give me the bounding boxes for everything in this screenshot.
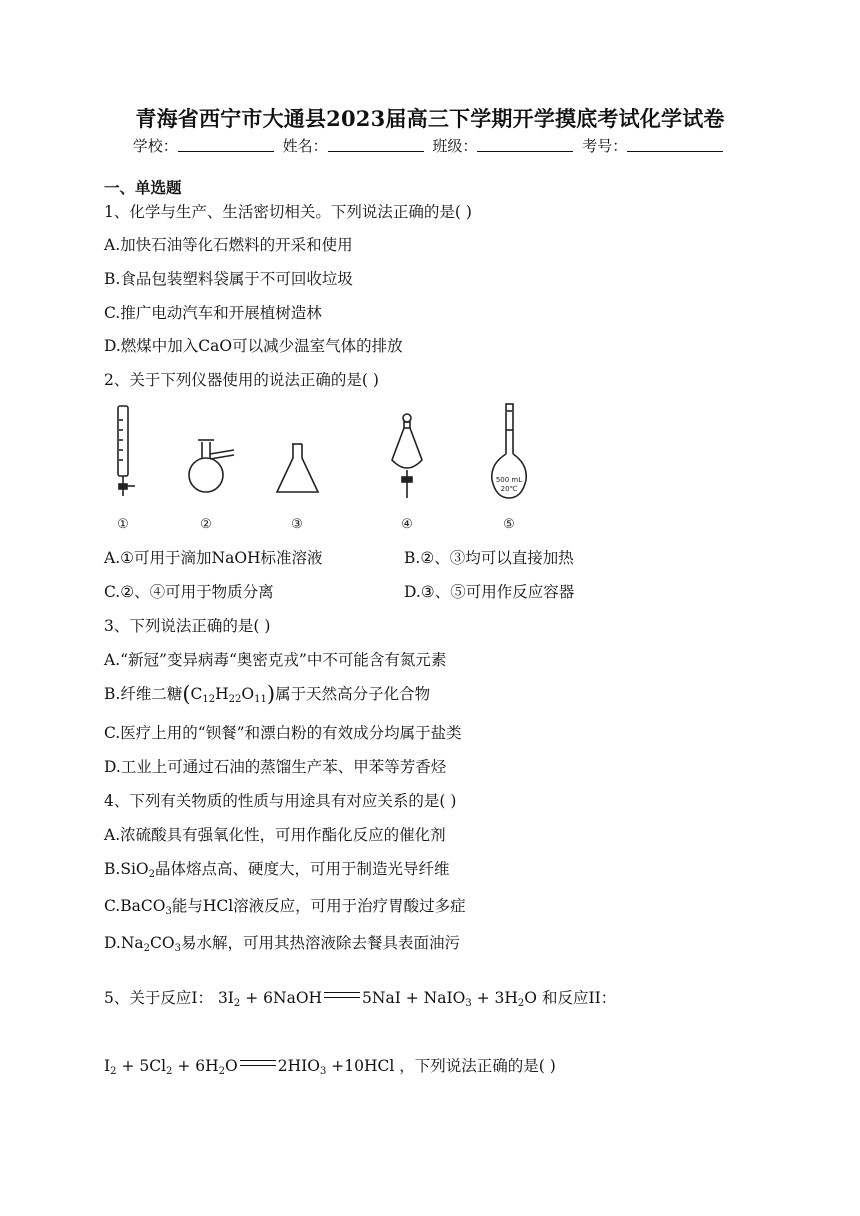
q4-option-b-suffix: 晶体熔点高、硬度大，可用于制造光导纤维 bbox=[155, 860, 450, 878]
r2-right-sub: 3 bbox=[319, 1066, 327, 1077]
q2-option-d: D.③、⑤可用作反应容器 bbox=[404, 583, 575, 601]
q4-option-d-formula-a: Na bbox=[120, 934, 144, 952]
formula-h: H bbox=[215, 685, 229, 703]
q1-option-d: D.燃煤中加入CaO可以减少温室气体的排放 bbox=[104, 337, 403, 355]
class-label: 班级： bbox=[432, 137, 478, 155]
distillation-flask-icon bbox=[189, 440, 234, 492]
q4-option-c-suffix: 能与HCl溶液反应，可用于治疗胃酸过多症 bbox=[171, 897, 466, 915]
q4-option-b-sub: 2 bbox=[148, 869, 155, 880]
q4-option-d-sub-a: 2 bbox=[143, 943, 150, 954]
r2-right-a: 2HIO bbox=[277, 1057, 320, 1075]
formula-c: C bbox=[190, 685, 203, 703]
conical-flask-icon bbox=[277, 444, 318, 492]
q3-option-b-suffix: 属于天然高分子化合物 bbox=[275, 685, 431, 703]
student-info-row bbox=[0, 135, 860, 156]
r1-right-c: O bbox=[524, 989, 538, 1007]
r2-sub-c: 2 bbox=[218, 1066, 226, 1077]
lab-apparatus-figure bbox=[104, 400, 534, 535]
q4-option-d-suffix: 易水解，可用其热溶液除去餐具表面油污 bbox=[180, 934, 460, 952]
school-blank[interactable] bbox=[178, 137, 274, 152]
q4-option-c bbox=[104, 894, 466, 916]
r2-sub-a: 2 bbox=[110, 1066, 117, 1077]
r2-a: I bbox=[104, 1057, 111, 1075]
q4-option-a: A.浓硫酸具有强氧化性，可用作酯化反应的催化剂 bbox=[104, 826, 446, 844]
q3-stem: 3、下列说法正确的是( ) bbox=[104, 617, 271, 635]
q2-option-b: B.②、③均可以直接加热 bbox=[404, 549, 574, 567]
r1-right-sub2: 2 bbox=[517, 998, 525, 1009]
r1-right-sub: 3 bbox=[465, 998, 472, 1009]
figure-label-4: ④ bbox=[401, 517, 413, 532]
figure-label-5: ⑤ bbox=[503, 517, 515, 532]
q3-option-d: D.工业上可通过石油的蒸馏生产苯、甲苯等芳香烃 bbox=[104, 758, 447, 776]
q4-option-b-formula: SiO bbox=[120, 860, 149, 878]
r1-right-a: 5NaI + NaIO bbox=[362, 989, 466, 1007]
q1-stem: 1、化学与生产、生活密切相关。下列说法正确的是( ) bbox=[104, 203, 472, 221]
name-label: 姓名： bbox=[282, 137, 328, 155]
formula-o: O bbox=[241, 685, 255, 703]
r2-d: O bbox=[225, 1057, 238, 1075]
q2-option-c: C.②、④可用于物质分离 bbox=[104, 583, 274, 601]
r2-sub-b: 2 bbox=[166, 1066, 173, 1077]
figure-label-1: ① bbox=[117, 517, 129, 532]
equals-sign bbox=[324, 991, 360, 1001]
figure-label-2: ② bbox=[200, 517, 212, 532]
r1-right-b: + 3H bbox=[476, 989, 518, 1007]
q4-option-c-formula: BaCO bbox=[120, 897, 166, 915]
q1-option-b: B.食品包装塑料袋属于不可回收垃圾 bbox=[104, 270, 353, 288]
q3-option-b: B.纤维二糖$(C_{12}H_{22}O_{11})$属于天然高分子化合物 bbox=[104, 682, 431, 706]
q4-option-c-sub: 3 bbox=[165, 906, 172, 917]
q4-option-b-prefix: B. bbox=[104, 860, 121, 878]
r2-b: + 5Cl bbox=[121, 1057, 167, 1075]
section-heading: 一、单选题 bbox=[104, 178, 182, 197]
page-title: 青海省西宁市大通县2023届高三下学期开学摸底考试化学试卷 bbox=[135, 106, 725, 131]
school-label: 学校： bbox=[132, 137, 178, 155]
q5-stem-line1 bbox=[104, 986, 616, 1008]
q3-option-c: C.医疗上用的“钡餐”和漂白粉的有效成分均属于盐类 bbox=[104, 724, 462, 742]
flask-temp-label: 20℃ bbox=[500, 485, 518, 493]
burette-icon bbox=[118, 406, 135, 496]
q4-option-d-sub-b: 3 bbox=[174, 943, 181, 954]
q4-stem: 4、下列有关物质的性质与用途具有对应关系的是( ) bbox=[104, 792, 457, 810]
q1-option-c: C.推广电动汽车和开展植树造林 bbox=[104, 304, 322, 322]
volumetric-flask-icon bbox=[492, 404, 526, 498]
formula-o-sub: 11 bbox=[254, 694, 267, 705]
q4-option-d-prefix: D. bbox=[104, 934, 121, 952]
equals-sign-2 bbox=[240, 1059, 276, 1069]
q3-option-a: A.“新冠”变异病毒“奥密克戎”中不可能含有氮元素 bbox=[104, 651, 447, 669]
class-blank[interactable] bbox=[477, 137, 573, 152]
q5-stem-suffix: ，下列说法正确的是( ) bbox=[399, 1057, 556, 1075]
r2-c: + 6H bbox=[177, 1057, 219, 1075]
q1-option-a: A.加快石油等化石燃料的开采和使用 bbox=[104, 236, 353, 254]
name-blank[interactable] bbox=[328, 137, 424, 152]
exam-number-label: 考号： bbox=[582, 137, 628, 155]
q4-option-d-formula-b: CO bbox=[150, 934, 175, 952]
q3-option-b-prefix: B.纤维二糖 bbox=[104, 685, 183, 703]
q5-stem-mid: 和反应II： bbox=[541, 989, 617, 1007]
q2-option-a: A.①可用于滴加NaOH标准溶液 bbox=[104, 549, 323, 567]
q5-stem-prefix: 5、关于反应I： bbox=[104, 989, 213, 1007]
exam-number-blank[interactable] bbox=[627, 137, 723, 152]
q4-option-d bbox=[104, 931, 460, 953]
figure-label-3: ③ bbox=[291, 517, 303, 532]
reaction-1 bbox=[218, 989, 542, 1007]
q4-option-b bbox=[104, 857, 450, 879]
q5-stem-line2 bbox=[104, 1054, 556, 1076]
q2-stem: 2、关于下列仪器使用的说法正确的是( ) bbox=[104, 371, 379, 389]
separatory-funnel-icon bbox=[392, 414, 422, 498]
r1-left: 3I bbox=[217, 989, 234, 1007]
r1-mid: + 6NaOH bbox=[245, 989, 323, 1007]
reaction-2 bbox=[104, 1057, 399, 1075]
formula-c-sub: 12 bbox=[202, 694, 216, 705]
r1-left-sub: 2 bbox=[233, 998, 241, 1009]
flask-volume-label: 500 mL bbox=[495, 476, 523, 484]
q4-option-c-prefix: C. bbox=[104, 897, 121, 915]
formula-h-sub: 22 bbox=[228, 694, 242, 705]
r2-right-b: +10HCl bbox=[331, 1057, 395, 1075]
